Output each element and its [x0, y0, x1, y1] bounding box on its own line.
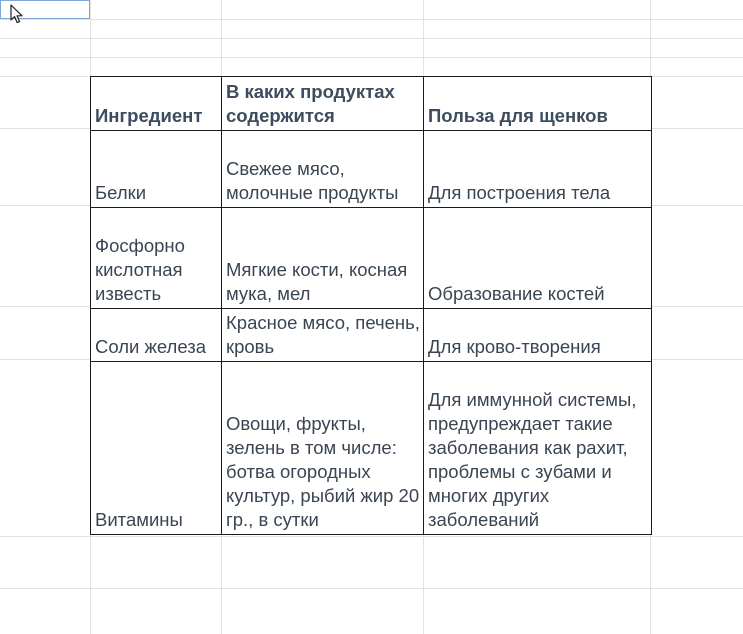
- grid-line: [0, 38, 743, 39]
- cell-benefit[interactable]: Для крово-творения: [424, 309, 652, 362]
- cell-ingredient[interactable]: Витамины: [91, 362, 222, 535]
- cell-sources[interactable]: Овощи, фрукты, зелень в том числе: ботва огородных культур, рыбий жир 20 гр., в сутки: [222, 362, 424, 535]
- cell-sources[interactable]: Красное мясо, печень, кровь: [222, 309, 424, 362]
- header-cell-ingredient[interactable]: Ингредиент: [91, 77, 222, 131]
- table-row: [91, 131, 652, 208]
- cell-sources[interactable]: Мягкие кости, косная мука, мел: [222, 208, 424, 309]
- cell-ingredient[interactable]: Белки: [91, 131, 222, 208]
- grid-line: [0, 588, 743, 589]
- grid-line: [0, 57, 743, 58]
- cell-ingredient[interactable]: Фосфорно кислотная известь: [91, 208, 222, 309]
- cell-benefit[interactable]: Для построения тела: [424, 131, 652, 208]
- cell-benefit[interactable]: Образование костей: [424, 208, 652, 309]
- table-row: [91, 208, 652, 309]
- cell-sources[interactable]: Свежее мясо, молочные продукты: [222, 131, 424, 208]
- grid-line: [0, 19, 743, 20]
- data-table: [90, 76, 652, 535]
- header-cell-benefit[interactable]: Польза для щенков: [424, 77, 652, 131]
- table-row: [91, 362, 652, 535]
- cell-benefit[interactable]: Для иммунной системы, предупреждает такие заболевания как рахит, проблемы с зубами и многих других заболеваний: [424, 362, 652, 535]
- mouse-pointer-icon: [10, 4, 24, 24]
- grid-line: [0, 536, 743, 537]
- table-header-row: [91, 77, 652, 131]
- header-cell-sources[interactable]: В каких продуктах содержится: [222, 77, 424, 131]
- table-row: [91, 309, 652, 362]
- cell-ingredient[interactable]: Соли железа: [91, 309, 222, 362]
